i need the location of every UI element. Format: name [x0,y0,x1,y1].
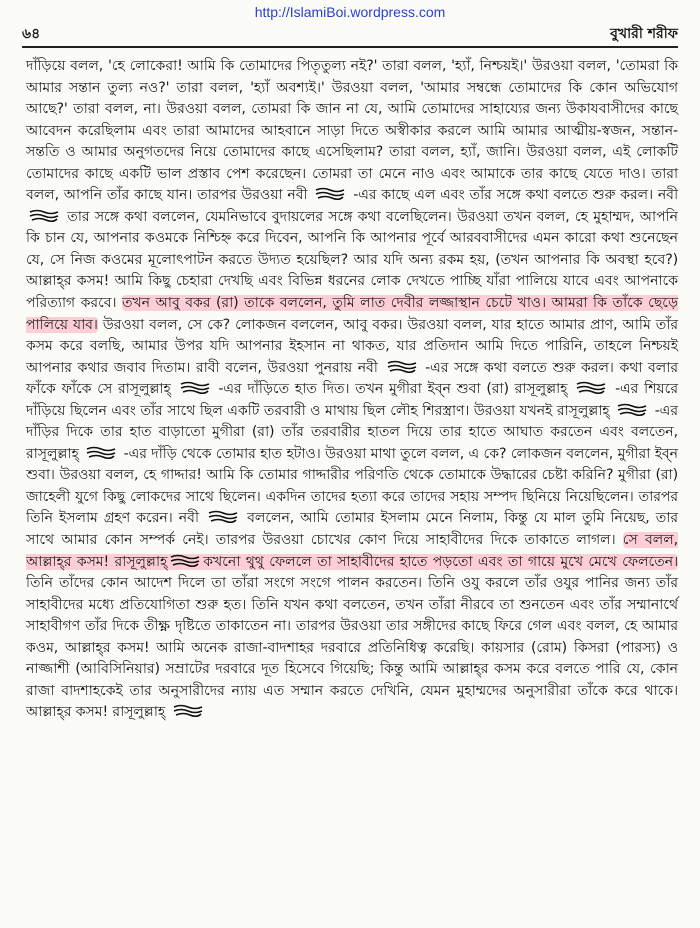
text-segment: কখনো থুথু ফেললে তা সাহাবীদের হাতে পড়তো এবং তা গায়ে মুখে মেখে ফেলতেন। [203,553,678,570]
salutation-seal-icon [173,704,203,717]
salutation-seal-icon [29,209,59,222]
salutation-seal-icon [315,187,345,200]
salutation-seal-icon [387,360,417,373]
salutation-seal-icon [208,510,238,523]
page-number: ৬৪ [22,26,41,42]
text-segment: -এর সঙ্গে কথা বলতে শুরু করল। কথা বলার ফাঁকে ফাঁকে সে রাসূলুল্লাহ্ [26,359,678,398]
book-title: বুখারী শরীফ [610,26,678,42]
text-segment: সে বলল, আল্লাহ্‌র কসম! রাসূলুল্লাহ্ [26,532,678,570]
watermark-url[interactable]: http://IslamiBoi.wordpress.com [254,4,446,20]
text-segment: দাঁড়িয়ে বলল, 'হে লোকেরা! আমি কি তোমাদের পিতৃতুল্য নই?' তারা বলল, 'হ্যাঁ, নিশ্চয়ই।' উরওয়া বলল, 'তোমরা কি আমার সন্তান তুল্য নও?' তারা বলল, 'হ্যাঁ অবশ্যই।' উরওয়া বলল, 'আমার সম্বন্ধে তোমাদের কি কোন অভিযোগ আছে?' তারা বলল, না। উরওয়া বলল, তোমরা কি জান না যে, আমি তোমাদের সাহায্যের জন্য উকাযবাসীদের কাছে আবেদন করেছিলাম এবং তারা আমাদের আহবানে সাড়া দিতে অস্বীকার করলে আমি আমার আত্মীয়-স্বজন, সন্তান-সন্ততি ও আমার অনুগতদের নিয়ে তোমাদের কাছে এসেছিলাম? তারা বলল, হ্যাঁ, জানি। উরওয়া বলল, এই লোকটি তোমাদের কাছে একটি ভাল প্রস্তাব পেশ করেছেন। তোমরা তা মেনে নাও এবং আমাকে তার কাছে যেতে দাও। তারা বলল, আপনি তাঁর কাছে যান। তারপর উরওয়া নবী [26,58,678,204]
body-paragraph [26,56,678,724]
text-segment: তিনি তাঁদের কোন আদেশ দিলে তা তাঁরা সংগে সংগে পালন করতেন। তিনি ওযু করলে তাঁর ওযুর পানির জন্য তাঁর সাহাবীদের মধ্যে প্রতিযোগিতা শুরু হত। তিনি যখন কথা বলতেন, তখন তাঁরা নীরবে তা শুনতেন এবং তাঁর সম্মানার্থে সাহাবীগণ তাঁর দিকে তীক্ষ্ণ দৃষ্টিতে তাকাতেন না। তারপর উরওয়া তার সঙ্গীদের কাছে ফিরে গেল এবং বলল, হে আমার কওম, আল্লাহ্‌র কসম! আমি অনেক রাজা-বাদশাহর দরবারে প্রতিনিধিত্ব করেছি। কায়সার (রোম) কিসরা (পারস্য) ও নাজ্জাশী (আবিসিনিয়ার) সম্রাটের দরবারে দূত হিসেবে গিয়েছি; কিন্তু আমি আল্লাহ্‌র কসম করে বলতে পারি যে, কোন রাজা বাদশাহকেই তার অনুসারীদের ন্যায় এত সম্মান করতে দেখিনি, যেমন মুহাম্মদের অনুসারীরা তাঁকে করে থাকে। আল্লাহ্‌র কসম! রাসূলুল্লাহ্ [26,575,678,721]
salutation-seal-icon [170,554,200,567]
salutation-seal-icon [86,446,116,459]
salutation-seal-icon [180,381,210,394]
header-divider [22,46,678,48]
page-header [22,22,678,44]
text-segment: উরওয়া বলল, সে কে? লোকজন বললেন, আবু বকর। উরওয়া বলল, যার হাতে আমার প্রাণ, আমি তাঁর কসম করে বলছি, আমার উপর যদি আপনার ইহসান না থাকত, যার প্রতিদান আমি দিতে পারিনি, তাহলে নিশ্চয়ই আপনার কথার জবাব দিতাম। রাবী বলেন, উরওয়া পুনরায় নবী [26,316,678,376]
text-segment: বললেন, আমি তোমার ইসলাম মেনে নিলাম, কিন্তু যে মাল তুমি নিয়েছ, তার সাথে আমার কোন সম্পর্ক নেই। তারপর উরওয়া চোখের কোণ দিয়ে সাহাবীদের দিকে তাকাতে লাগল। [26,510,678,549]
page-body [26,56,678,724]
text-segment: -এর দাঁড়িতে হাত দিত। তখন মুগীরা ইব্‌ন শুবা (রা) রাসূলুল্লাহ্ [218,381,568,398]
salutation-seal-icon [576,381,606,394]
salutation-seal-icon [617,403,647,416]
text-segment: -এর কাছে এল এবং তাঁর সঙ্গে কথা বলতে শুরু করল। নবী [353,187,678,204]
text-segment: -এর শিয়রে দাঁড়িয়ে ছিলেন এবং তাঁর সাথে ছিল একটি তরবারী ও মাথায় ছিল লৌহ শিরস্ত্রাণ। উরওয়া যখনই রাসূলুল্লাহ্ [26,381,678,419]
highlighted-passage: তখন আবু বকর (রা) তাকে বললেন, তুমি লাত দেবীর লজ্জাস্থান চেটে খাও। আমরা কি তাঁকে ছেড়ে পালিয়ে যাব। [26,295,678,333]
text-segment: তার সঙ্গে কথা বললেন, যেমনিভাবে বুদায়লের সঙ্গে কথা বলেছিলেন। উরওয়া তখন বলল, হে মুহাম্মদ, আপনি কি চান যে, আপনার কওমকে নিশ্চিহ্ন করে দিবেন, আপনি কি আপনার পূর্বে আরববাসীদের এমন কারো কথা শুনেছেন যে, সে নিজ কওমের মূলোৎপাটন করতে উদ্যত হয়েছিল? আর যদি অন্য রকম হয়, (তখন আপনার কি অবস্থা হবে?) আল্লাহ্‌র কসম! আমি কিছু চেহারা দেখছি এবং বিভিন্ন ধরনের লোক দেখতে পাচ্ছি যাঁরা পালিয়ে যাবে এবং আপনাকে পরিত্যাগ করবে। [26,208,678,312]
text-segment: -এর দাঁড়ি থেকে তোমার হাত হটাও। উরওয়া মাথা তুলে বলল, এ কে? লোকজন বললেন, মুগীরা ইব্‌ন শুবা। উরওয়া বলল, হে গাদ্দার! আমি কি তোমার গাদ্দারীর পরিণতি থেকে তোমাকে উদ্ধারের চেষ্টা করিনি? মুগীরা (রা) জাহেলী যুগে কিছু লোকদের সাথে ছিলেন। একদিন তাদের হত্যা করে তাদের সহায় সম্পদ ছিনিয়ে নিয়েছিলেন। তারপর তিনি ইসলাম গ্রহণ করেন। নবী [26,445,678,527]
text-segment: -এর দাঁড়ির দিকে তার হাত বাড়াতো মুগীরা (রা) তাঁর তরবারীর হাতল দিয়ে তার হাতে আঘাত করতেন এবং বলতেন, রাসূলুল্লাহ্ [26,402,678,462]
